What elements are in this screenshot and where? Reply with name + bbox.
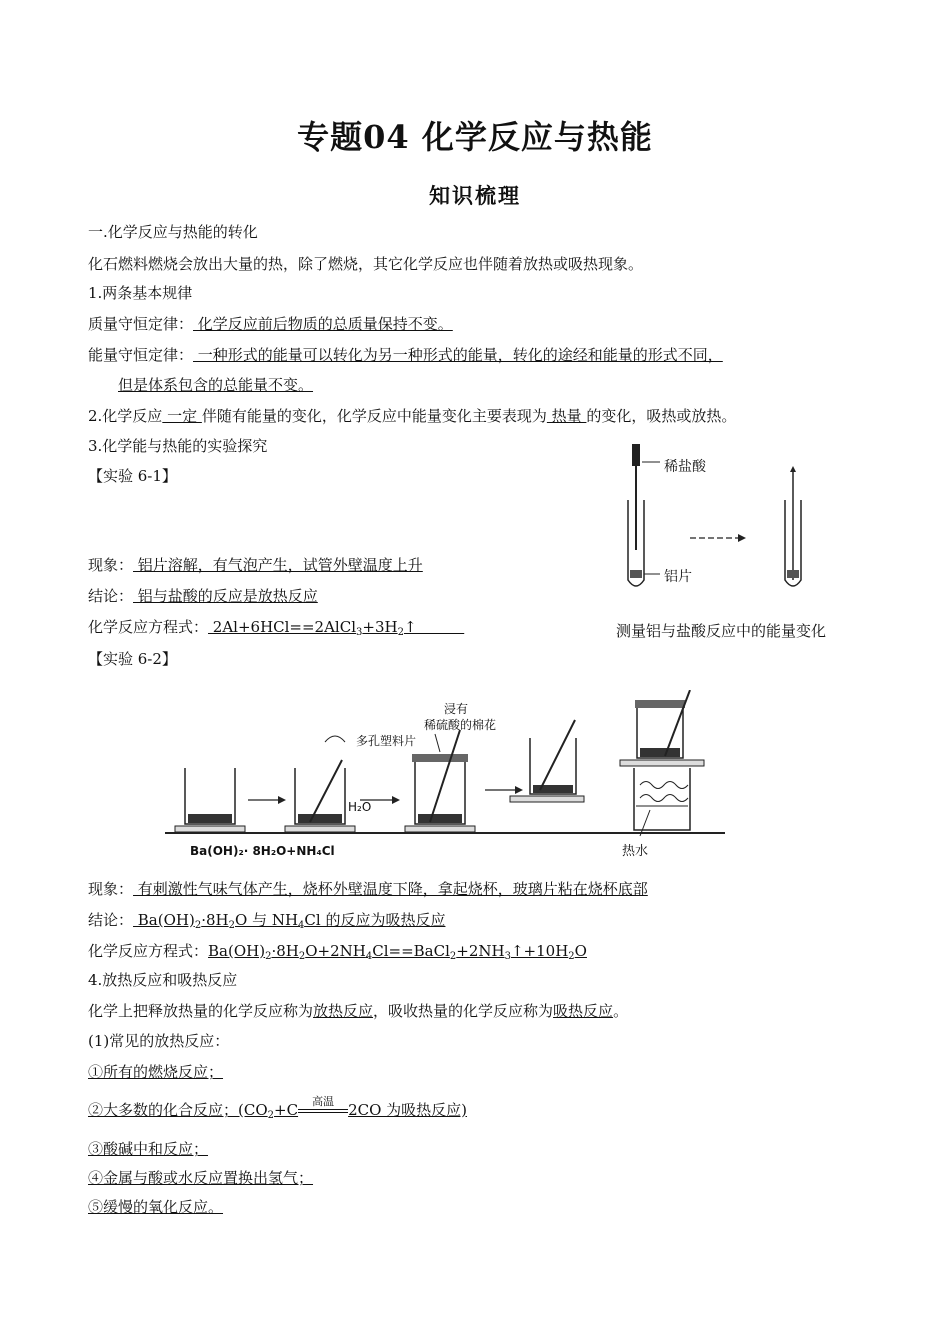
e-sub: 2 xyxy=(298,951,306,962)
item2-text: 2CO 为吸热反应) xyxy=(348,1101,468,1119)
eq-bar xyxy=(298,1109,348,1110)
section-4-heading: 4.放热反应和吸热反应 xyxy=(88,971,238,989)
reagent-3 xyxy=(418,814,462,823)
eq-sub: 2 xyxy=(397,627,404,638)
rules-heading: 1.两条基本规律 xyxy=(88,284,193,302)
c-sub: 2 xyxy=(228,920,235,931)
glass-rod-5 xyxy=(665,690,690,756)
item2-text: +C xyxy=(274,1101,299,1119)
exp2-phenomenon xyxy=(88,879,648,899)
high-temp-equals xyxy=(298,1095,348,1120)
arrow-3-head xyxy=(515,786,523,794)
section-subtitle: 知识梳理 xyxy=(429,183,521,208)
c-part: ·8H xyxy=(201,911,229,929)
conclusion-label: 结论： xyxy=(88,587,134,605)
c-part: Ba(OH) xyxy=(133,911,195,929)
phenomenon-label: 现象： xyxy=(88,556,134,574)
experiment-1-label: 【实验 6-1】 xyxy=(88,467,177,485)
figure-1-caption: 测量铝与盐酸反应中的能量变化 xyxy=(616,622,827,640)
p2-text-b: 伴随有能量的变化，化学反应中能量变化主要表现为 xyxy=(201,407,547,425)
cotton-label-2: 稀硫酸的棉花 xyxy=(424,718,497,732)
energy-law-text: 一种形式的能量可以转化为另一种形式的能量，转化的途经和能量的形式不同， xyxy=(193,346,723,364)
exp2-equation xyxy=(88,941,587,967)
conclusion-label: 结论： xyxy=(88,911,134,929)
p2-blank-2: 热量 xyxy=(546,407,587,425)
glass-rod-2 xyxy=(310,760,342,822)
glass-rod-3 xyxy=(430,730,460,822)
hot-water-beaker xyxy=(634,768,690,830)
e-part: O xyxy=(574,942,587,960)
energy-law xyxy=(88,345,723,365)
p2-text-a: 2.化学反应 xyxy=(88,407,163,425)
mass-law-text: 化学反应前后物质的总质量保持不变。 xyxy=(193,315,453,333)
list-item-3: ③酸碱中和反应； xyxy=(88,1140,209,1158)
e-sub: 2 xyxy=(265,951,272,962)
e-part: ·8H xyxy=(271,942,299,960)
c-part: O 与 NH xyxy=(235,911,299,929)
def-blank-2: 吸热反应 xyxy=(553,1002,614,1020)
exp1-equation xyxy=(88,617,464,643)
c-part: Cl 的反应为吸热反应 xyxy=(304,911,446,929)
dropper-bulb xyxy=(632,444,640,466)
equation-text xyxy=(208,942,587,960)
page-title: 专题04 化学反应与热能 xyxy=(297,118,653,156)
reagent-4 xyxy=(533,785,573,793)
reagent-2 xyxy=(298,814,342,823)
mass-law-label: 质量守恒定律： xyxy=(88,315,194,333)
mass-law xyxy=(88,314,453,334)
equation-label: 化学反应方程式： xyxy=(88,942,209,960)
list-item-5: ⑤缓慢的氧化反应。 xyxy=(88,1198,224,1216)
glass-plate-3 xyxy=(405,826,475,832)
hot-water-label: 热水 xyxy=(622,844,649,859)
equation-label: 化学反应方程式： xyxy=(88,618,209,636)
steam-2 xyxy=(640,795,688,802)
arrow-head xyxy=(738,534,746,542)
cotton-label-1: 浸有 xyxy=(444,702,469,716)
tube2-content xyxy=(787,570,799,578)
list-item-2 xyxy=(88,1095,468,1126)
acid-label: 稀盐酸 xyxy=(664,459,706,475)
water-label: H₂O xyxy=(348,800,372,814)
paragraph-2 xyxy=(88,406,736,426)
energy-law-cont xyxy=(118,375,313,395)
experiment-1-figure xyxy=(600,440,880,650)
item2-text: ②大多数的化合反应；(CO xyxy=(88,1101,268,1119)
arrow-2-head xyxy=(392,796,400,804)
list-heading: (1)常见的放热反应： xyxy=(88,1032,230,1050)
exp2-conclusion xyxy=(88,910,445,936)
list-item-1: ①所有的燃烧反应； xyxy=(88,1063,224,1081)
def-text: 化学上把释放热量的化学反应称为 xyxy=(88,1002,314,1020)
e-sub: 2 xyxy=(568,951,575,962)
def-text: ，吸收热量的化学反应称为 xyxy=(373,1002,554,1020)
glass-rod-4 xyxy=(540,720,575,790)
reagent-label: Ba(OH)₂· 8H₂O+NH₄Cl xyxy=(190,844,335,858)
stir-arc xyxy=(325,736,345,742)
steam-1 xyxy=(640,782,688,789)
e-sub: 3 xyxy=(504,951,511,962)
aluminum-strip xyxy=(630,570,642,578)
section-heading: 一.化学反应与热能的转化 xyxy=(88,223,258,241)
experiment-2-label: 【实验 6-2】 xyxy=(88,650,177,668)
e-sub: 4 xyxy=(365,951,373,962)
exp1-phenomenon xyxy=(88,555,423,575)
eq-part: +3H xyxy=(362,618,398,636)
glass-plate-5 xyxy=(620,760,704,766)
p2-text-c: 的变化，吸热或放热。 xyxy=(586,407,737,425)
energy-law-text2: 但是体系包含的总能量不变。 xyxy=(118,376,314,394)
reagent-1 xyxy=(188,814,232,823)
e-part: Cl==BaCl xyxy=(372,942,450,960)
cotton-pointer xyxy=(435,734,440,752)
e-part: ↑+10H xyxy=(510,942,569,960)
p2-blank-1: 一定 xyxy=(162,407,202,425)
cotton-plug-5 xyxy=(635,700,685,708)
e-part: +2NH xyxy=(456,942,505,960)
paragraph-3: 3.化学能与热能的实验探究 xyxy=(88,437,268,455)
phenomenon-label: 现象： xyxy=(88,880,134,898)
c-sub: 2 xyxy=(194,920,202,931)
phenomenon-text: 有刺激性气味气体产生，烧杯外壁温度下降，拿起烧杯，玻璃片粘在烧杯底部 xyxy=(133,880,648,898)
conclusion-text xyxy=(133,911,445,929)
exp1-conclusion xyxy=(88,586,318,606)
def-blank-1: 放热反应 xyxy=(313,1002,374,1020)
def-text: 。 xyxy=(613,1002,629,1020)
item2-sub: 2 xyxy=(267,1110,275,1121)
phenomenon-text: 铝片溶解，有气泡产生，试管外壁温度上升 xyxy=(133,556,423,574)
e-part: Ba(OH) xyxy=(208,942,266,960)
definition xyxy=(88,1001,628,1021)
reagent-5 xyxy=(640,748,680,757)
eq-part: 2Al+6HCl==2AlCl xyxy=(208,618,357,636)
glass-plate-2 xyxy=(285,826,355,832)
equation-text xyxy=(208,618,464,636)
eq-sub: 3 xyxy=(356,627,363,638)
c-sub: 4 xyxy=(298,920,305,931)
intro-paragraph: 化石燃料燃烧会放出大量的热，除了燃烧，其它化学反应也伴随着放热或吸热现象。 xyxy=(88,255,644,273)
arrow-1-head xyxy=(278,796,286,804)
e-sub: 2 xyxy=(449,951,457,962)
plastic-label: 多孔塑料片 xyxy=(356,734,417,748)
energy-law-label: 能量守恒定律： xyxy=(88,346,194,364)
condition-label: 高温 xyxy=(312,1095,335,1108)
conclusion-text: 铝与盐酸的反应是放热反应 xyxy=(133,587,318,605)
eq-bar xyxy=(298,1112,348,1113)
e-part: O+2NH xyxy=(305,942,366,960)
aluminum-label: 铝片 xyxy=(664,569,692,585)
cotton-plug xyxy=(412,754,468,762)
eq-part: ↑ xyxy=(403,618,465,636)
glass-plate-4 xyxy=(510,796,584,802)
glass-plate-1 xyxy=(175,826,245,832)
thermometer-tip xyxy=(790,466,796,472)
list-item-4: ④金属与酸或水反应置换出氢气； xyxy=(88,1169,314,1187)
